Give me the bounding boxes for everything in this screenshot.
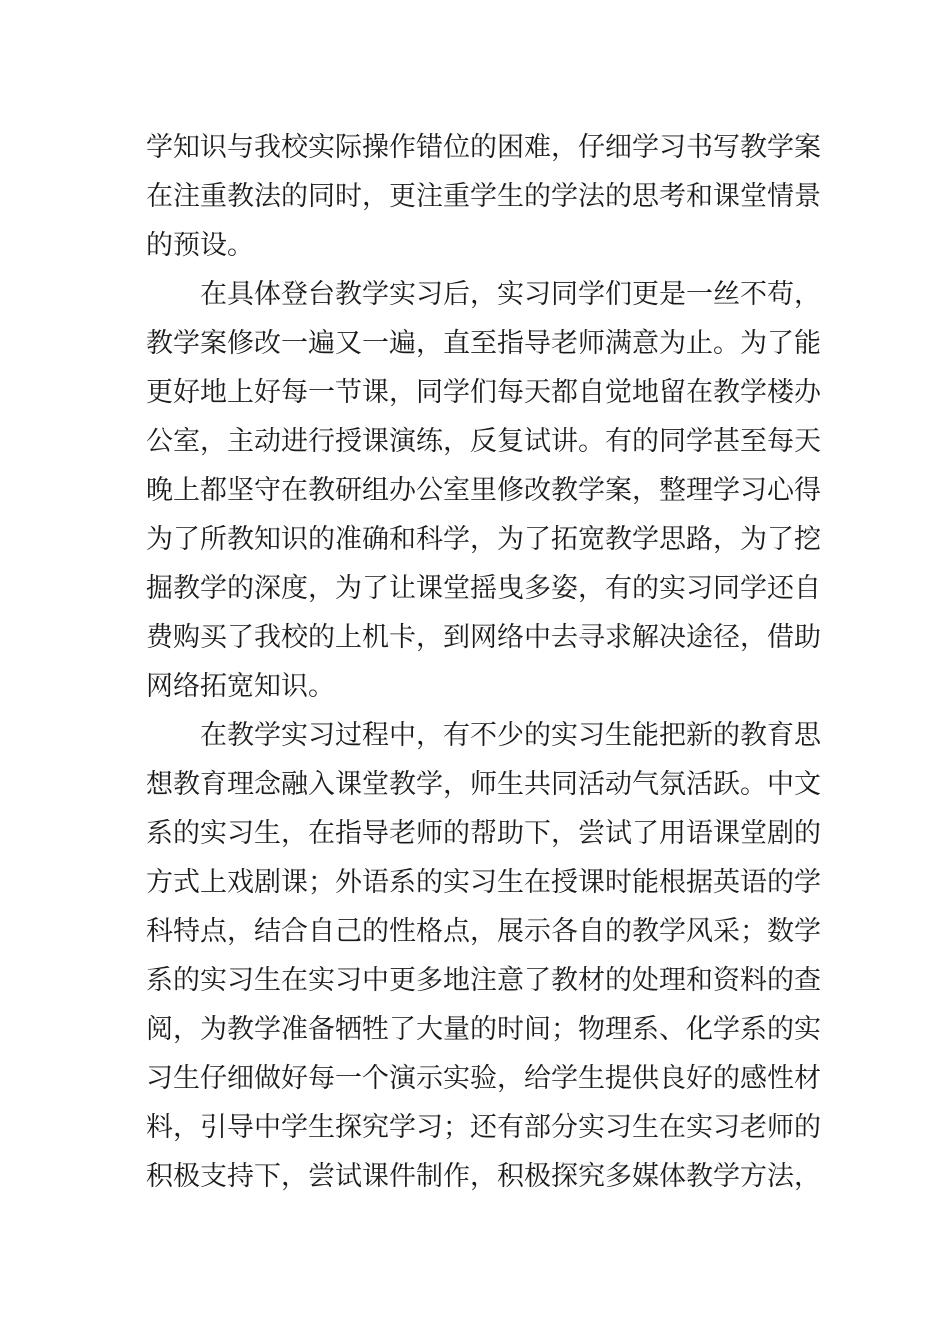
text-line: 积极支持下，尝试课件制作，积极探究多媒体教学方法，	[146, 1161, 821, 1192]
document-body	[146, 123, 821, 1201]
text-line: 晚上都坚守在教研组办公室里修改教学案，整理学习心得	[146, 475, 821, 506]
paragraph-3	[146, 711, 821, 1201]
text-line: 学知识与我校实际操作错位的困难，仔细学习书写教学案	[146, 132, 821, 163]
text-line: 系的实习生在实习中更多地注意了教材的处理和资料的查	[146, 965, 821, 996]
text-line: 公室，主动进行授课演练，反复试讲。有的同学甚至每天	[146, 426, 821, 457]
text-line: 教学案修改一遍又一遍，直至指导老师满意为止。为了能	[146, 328, 821, 359]
text-line: 想教育理念融入课堂教学，师生共同活动气氛活跃。中文	[146, 769, 821, 800]
text-line: 阅，为教学准备牺牲了大量的时间；物理系、化学系的实	[146, 1014, 821, 1045]
text-line: 掘教学的深度，为了让课堂摇曳多姿，有的实习同学还自	[146, 573, 821, 604]
text-line: 在具体登台教学实习后，实习同学们更是一丝不苟，	[200, 279, 821, 310]
text-line: 为了所教知识的准确和科学，为了拓宽教学思路，为了挖	[146, 524, 821, 555]
text-line: 料，引导中学生探究学习；还有部分实习生在实习老师的	[146, 1112, 821, 1143]
text-line: 费购买了我校的上机卡，到网络中去寻求解决途径，借助	[146, 622, 821, 653]
text-line: 在注重教法的同时，更注重学生的学法的思考和课堂情景	[146, 181, 821, 212]
paragraph-1	[146, 123, 821, 270]
text-line: 科特点，结合自己的性格点，展示各自的教学风采；数学	[146, 916, 821, 947]
text-line: 方式上戏剧课；外语系的实习生在授课时能根据英语的学	[146, 867, 821, 898]
text-line: 在教学实习过程中，有不少的实习生能把新的教育思	[200, 720, 821, 751]
text-line: 更好地上好每一节课，同学们每天都自觉地留在教学楼办	[146, 377, 821, 408]
text-line: 的预设。	[146, 230, 254, 261]
text-line: 系的实习生，在指导老师的帮助下，尝试了用语课堂剧的	[146, 818, 821, 849]
paragraph-2	[146, 270, 821, 711]
text-line: 网络拓宽知识。	[146, 671, 335, 702]
text-line: 习生仔细做好每一个演示实验，给学生提供良好的感性材	[146, 1063, 821, 1094]
